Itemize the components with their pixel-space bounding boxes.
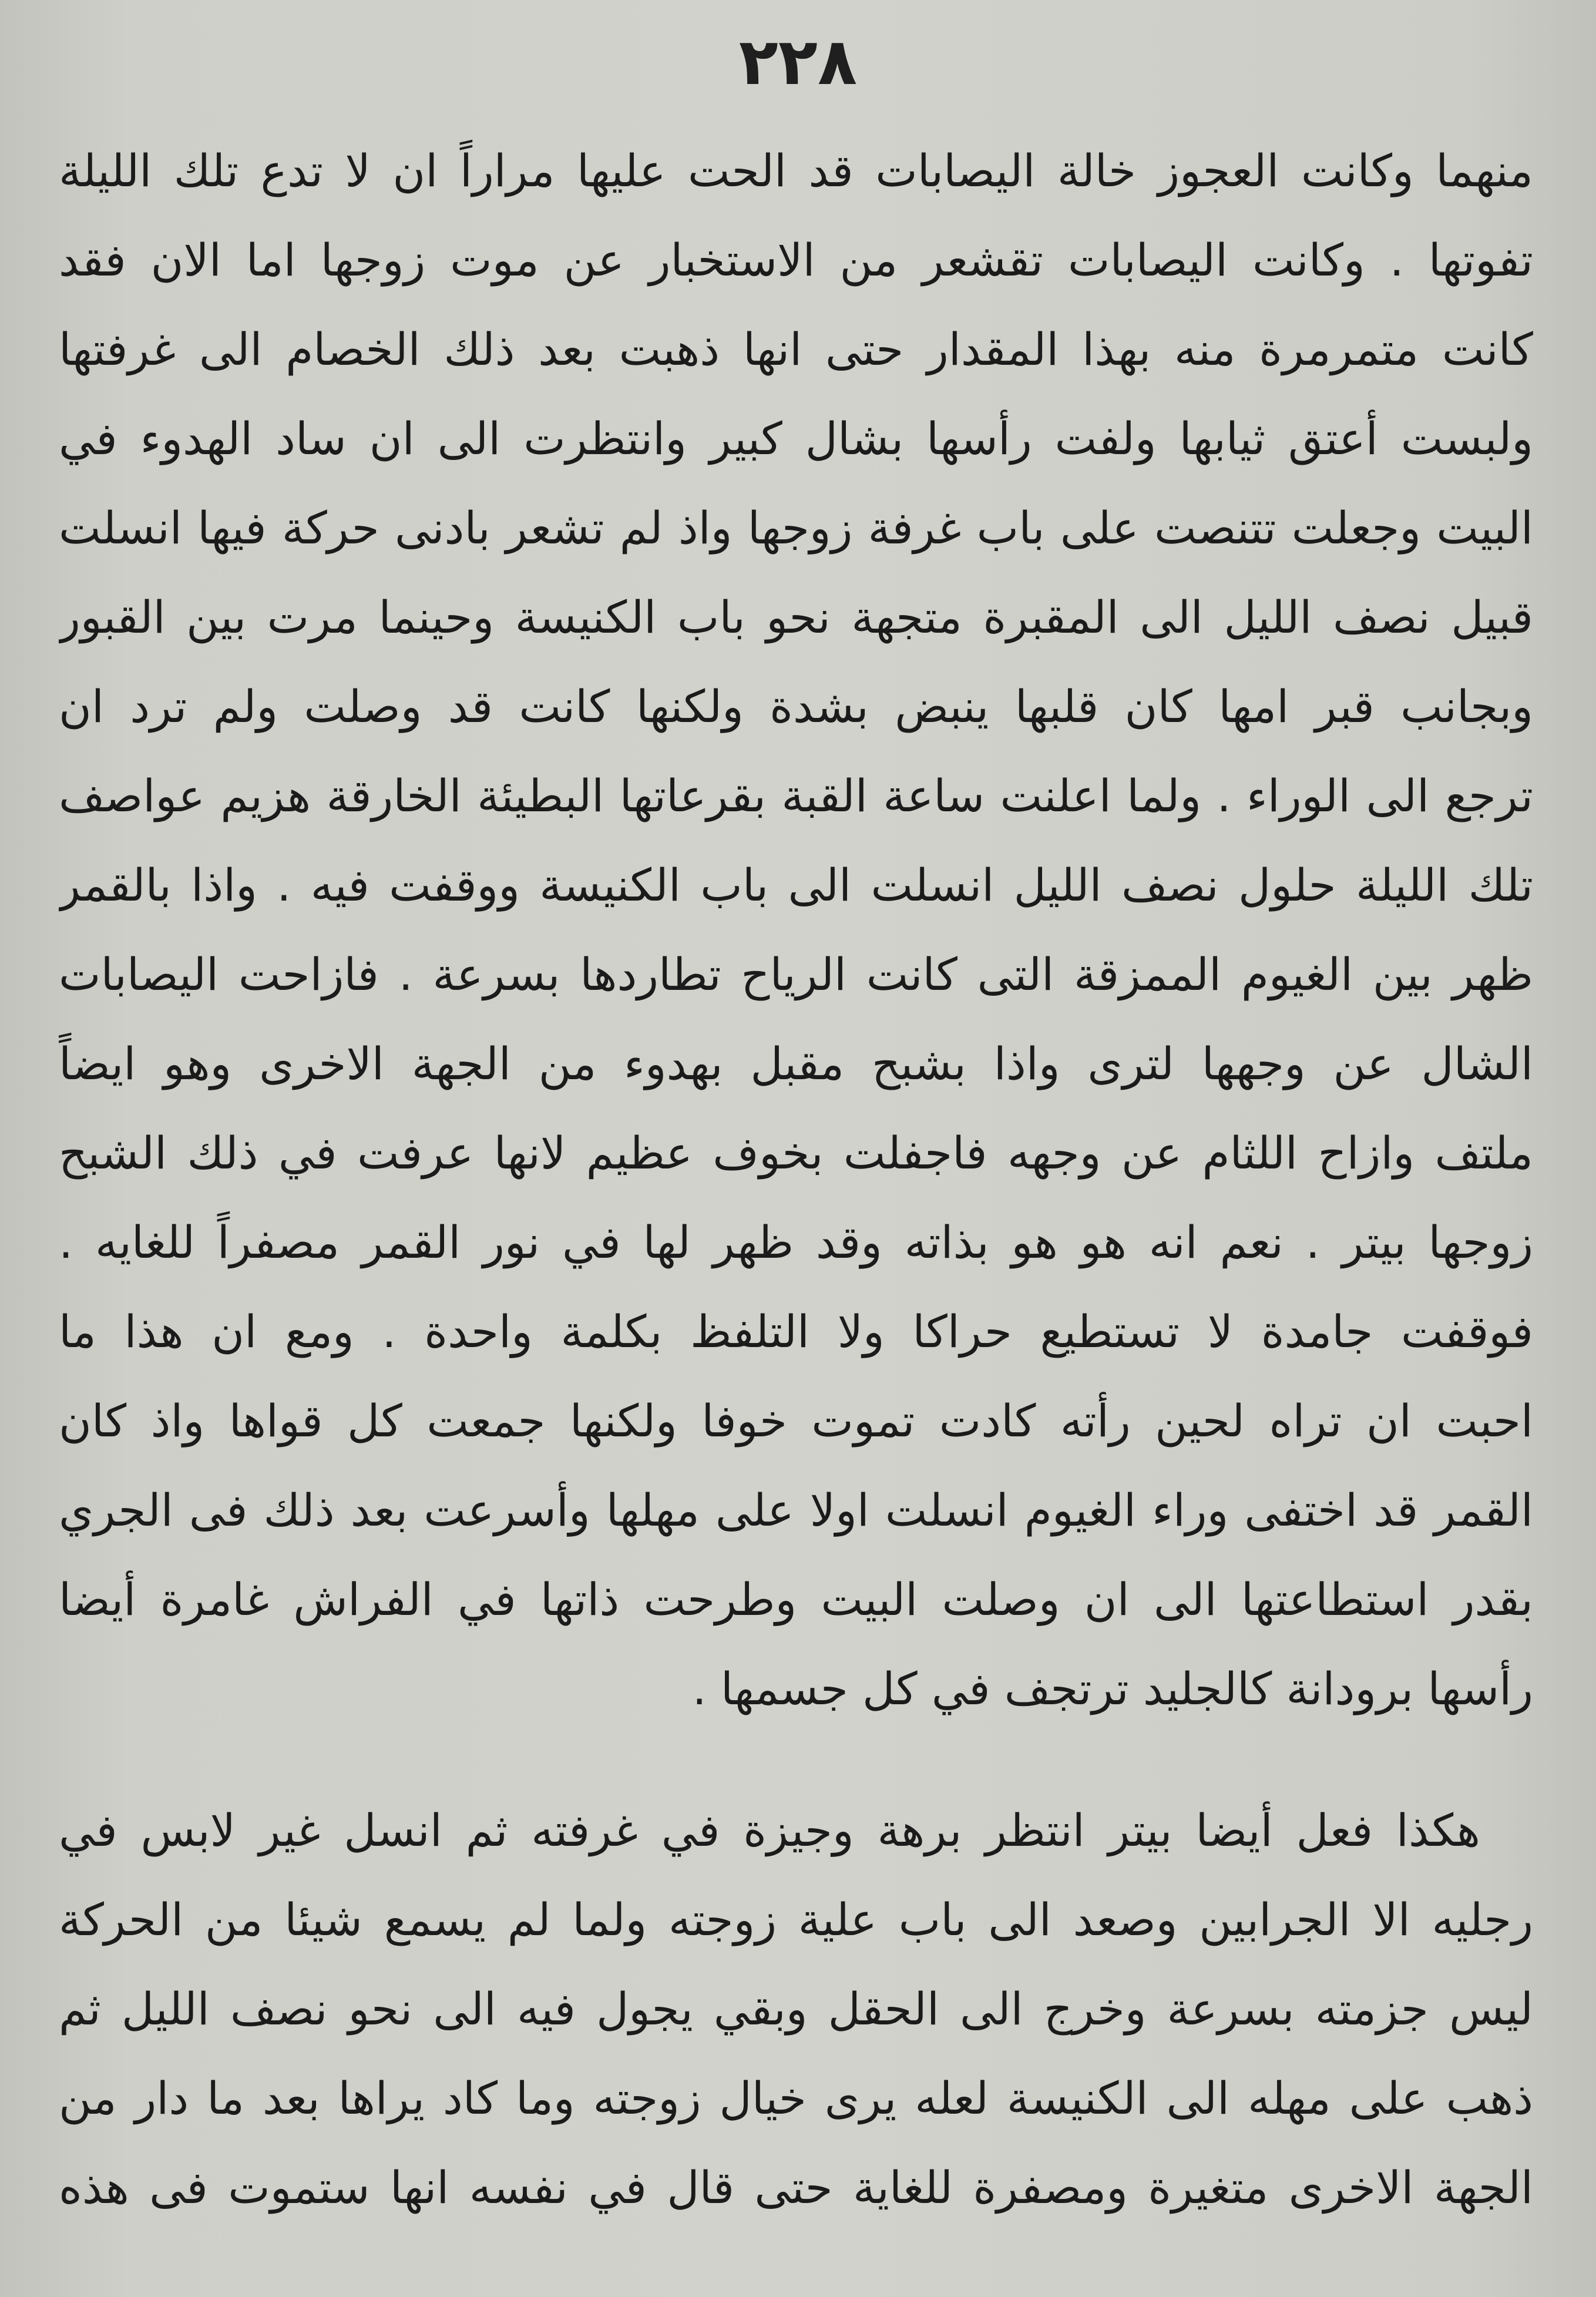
text-line: فوقفت جامدة لا تستطيع حراكا ولا التلفظ بكلمة واحدة . ومع ان هذا ما — [59, 1305, 1533, 1358]
text-line: ظهر بين الغيوم الممزقة التى كانت الرياح تطاردها بسرعة . فازاحت اليصابات — [59, 948, 1533, 1000]
text-line: البيت وجعلت تتنصت على باب غرفة زوجها واذ لم تشعر بادنى حركة فيها انسلت — [59, 502, 1533, 554]
text-line: كانت متمرمرة منه بهذا المقدار حتى انها ذهبت بعد ذلك الخصام الى غرفتها — [59, 323, 1533, 375]
text-line: بقدر استطاعتها الى ان وصلت البيت وطرحت ذاتها في الفراش غامرة أيضا — [59, 1573, 1533, 1626]
page-number: ٢٢٨ — [738, 24, 858, 99]
text-line: ترجع الى الوراء . ولما اعلنت ساعة القبة بقرعاتها البطيئة الخارقة هزيم عواصف — [59, 770, 1533, 822]
text-line: ليس جزمته بسرعة وخرج الى الحقل وبقي يجول فيه الى نحو نصف الليل ثم — [59, 1983, 1533, 2035]
paragraph-2 — [59, 1786, 1533, 2232]
text-line: احبت ان تراه لحين رأته كادت تموت خوفا ولكنها جمعت كل قواها واذ كان — [59, 1395, 1533, 1447]
text-line: رأسها برودانة كالجليد ترتجف في كل جسمها . — [692, 1663, 1533, 1715]
text-line: ملتف وازاح اللثام عن وجهه فاجفلت بخوف عظيم لانها عرفت في ذلك الشبح — [59, 1127, 1533, 1179]
text-line: وبجانب قبر امها كان قلبها ينبض بشدة ولكنها كانت قد وصلت ولم ترد ان — [59, 680, 1533, 733]
text-line: تلك الليلة حلول نصف الليل انسلت الى باب الكنيسة ووقفت فيه . واذا بالقمر — [59, 859, 1533, 911]
paragraph-1 — [59, 126, 1533, 1734]
text-line: الشال عن وجهها لترى واذا بشبح مقبل بهدوء من الجهة الاخرى وهو ايضاً — [59, 1037, 1533, 1090]
text-line: زوجها بيتر . نعم انه هو هو بذاته وقد ظهر لها في نور القمر مصفراً للغايه . — [59, 1216, 1533, 1268]
text-line: ولبست أعتق ثيابها ولفت رأسها بشال كبير وانتظرت الى ان ساد الهدوء في — [59, 412, 1533, 465]
text-line: هكذا فعل أيضا بيتر انتظر برهة وجيزة في غرفته ثم انسل غير لابس في — [59, 1804, 1480, 1856]
text-line: ذهب على مهله الى الكنيسة لعله يرى خيال زوجته وما كاد يراها بعد ما دار من — [59, 2072, 1533, 2124]
text-line: رجليه الا الجرابين وصعد الى باب علية زوجته ولما لم يسمع شيئا من الحركة — [59, 1893, 1533, 1946]
text-line: قبيل نصف الليل الى المقبرة متجهة نحو باب الكنيسة وحينما مرت بين القبور — [59, 591, 1533, 643]
text-line: الجهة الاخرى متغيرة ومصفرة للغاية حتى قال في نفسه انها ستموت فى هذه — [59, 2161, 1533, 2214]
text-line: تفوتها . وكانت اليصابات تقشعر من الاستخبار عن موت زوجها اما الان فقد — [59, 234, 1533, 286]
text-line: منهما وكانت العجوز خالة اليصابات قد الحت عليها مراراً ان لا تدع تلك الليلة — [59, 145, 1533, 197]
text-line: القمر قد اختفى وراء الغيوم انسلت اولا على مهلها وأسرعت بعد ذلك فى الجري — [59, 1484, 1533, 1536]
